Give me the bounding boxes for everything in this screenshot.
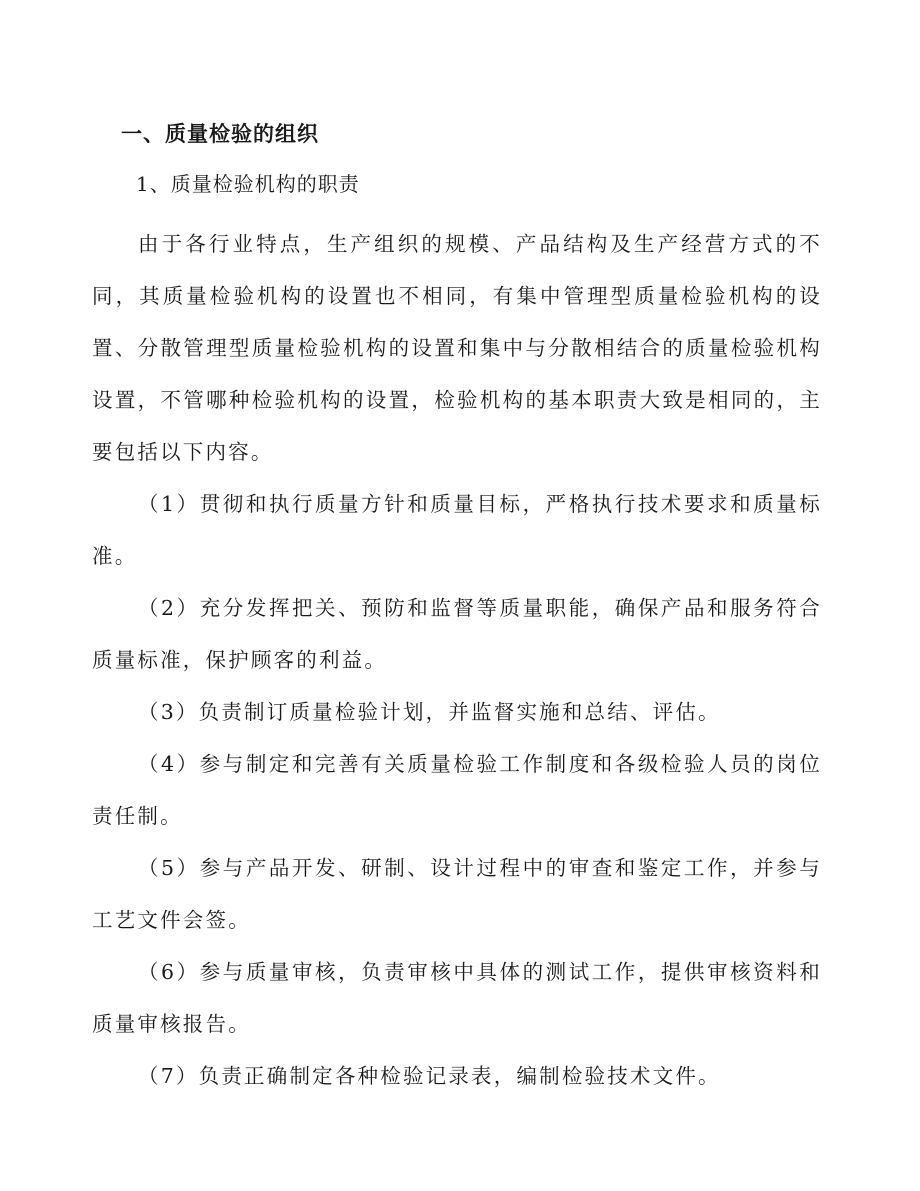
duty-item-3: （3）负责制订质量检验计划，并监督实施和总结、评估。 [138,700,721,724]
duty-item-5: （5）参与产品开发、研制、设计过程中的审查和鉴定工作，并参与工艺文件会签。 [92,856,822,932]
duty-item-7: （7）负责正确制定各种检验记录表，编制检验技术文件。 [138,1064,721,1088]
duty-item-2: （2）充分发挥把关、预防和监督等质量职能，确保产品和服务符合质量标准，保护顾客的利益。 [92,596,822,672]
section-heading: 一、质量检验的组织 [121,121,319,146]
subsection-heading: 1、质量检验机构的职责 [136,172,360,196]
duty-item-6: （6）参与质量审核，负责审核中具体的测试工作，提供审核资料和质量审核报告。 [92,960,822,1036]
intro-paragraph: 由于各行业特点，生产组织的规模、产品结构及生产经营方式的不同，其质量检验机构的设置也不相同，有集中管理型质量检验机构的设置、分散管理型质量检验机构的设置和集中与分散相结合的质量检验机构设置，不管哪种检验机构的设置，检验机构的基本职责大致是相同的，主要包括以下内容。 [92,232,822,464]
duty-item-1: （1）贯彻和执行质量方针和质量目标，严格执行技术要求和质量标准。 [92,492,822,568]
duty-item-4: （4）参与制定和完善有关质量检验工作制度和各级检验人员的岗位责任制。 [92,752,822,828]
